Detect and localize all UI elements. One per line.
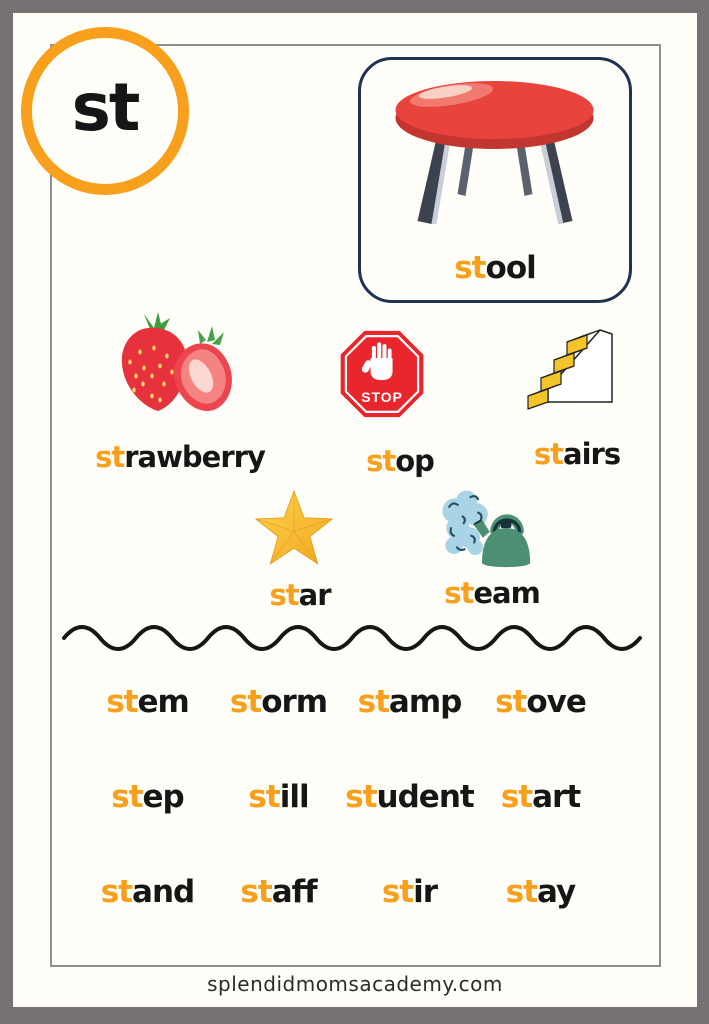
word-rest: ill	[279, 779, 309, 815]
word-rest: op	[395, 444, 434, 478]
word-blend-prefix: st	[248, 779, 280, 815]
word-blend-prefix: st	[269, 578, 299, 612]
wavy-divider	[60, 614, 645, 658]
word-list-item	[475, 779, 606, 815]
word-rest: ar	[298, 578, 331, 612]
word-rest: eam	[473, 576, 540, 610]
word-row	[82, 874, 606, 910]
stop-sign-icon	[338, 328, 426, 420]
kettle-steam-icon	[428, 484, 534, 576]
word-list-item	[82, 684, 213, 720]
word-rest: art	[532, 779, 581, 815]
picture-word-label	[80, 440, 280, 474]
footer-website: splendidmomsacademy.com	[207, 972, 503, 996]
word-rest: ove	[526, 684, 586, 720]
word-rest: and	[132, 874, 195, 910]
word-list-item	[475, 874, 606, 910]
word-list-item	[82, 779, 213, 815]
picture-word-label	[427, 576, 557, 610]
word-list-item	[475, 684, 606, 720]
picture-word-label	[240, 578, 360, 612]
word-row	[82, 779, 606, 815]
picture-word-label	[507, 437, 647, 471]
picture-word-label	[340, 444, 460, 478]
word-rest: em	[137, 684, 189, 720]
word-rest: ool	[485, 250, 536, 286]
word-blend-prefix: st	[444, 576, 474, 610]
word-rest: ay	[537, 874, 576, 910]
word-rest: orm	[261, 684, 328, 720]
word-row	[82, 684, 606, 720]
word-blend-prefix: st	[381, 874, 414, 910]
featured-word-label	[361, 250, 629, 286]
star-icon	[252, 486, 336, 570]
word-rest: ir	[413, 874, 438, 910]
word-blend-prefix: st	[366, 444, 396, 478]
word-blend-prefix: st	[495, 684, 527, 720]
word-list-item	[82, 874, 213, 910]
word-list-item	[213, 684, 344, 720]
stairs-icon	[522, 325, 617, 415]
word-list-item	[344, 874, 475, 910]
featured-card	[358, 57, 632, 303]
strawberry-icon	[112, 312, 252, 430]
word-rest: ep	[142, 779, 184, 815]
word-list-item	[344, 684, 475, 720]
blend-label: st	[71, 68, 139, 146]
word-rest: udent	[376, 779, 474, 815]
stop-sign-text: STOP	[361, 389, 403, 406]
word-blend-prefix: st	[229, 684, 262, 720]
word-blend-prefix: st	[533, 437, 564, 471]
word-blend-prefix: st	[345, 779, 377, 815]
word-list-item	[213, 874, 344, 910]
blend-circle	[21, 27, 189, 195]
word-blend-prefix: st	[106, 684, 138, 720]
word-blend-prefix: st	[505, 874, 538, 910]
word-blend-prefix: st	[500, 779, 533, 815]
word-rest: rawberry	[124, 440, 265, 474]
word-blend-prefix: st	[454, 250, 486, 286]
word-rest: amp	[388, 684, 462, 720]
word-blend-prefix: st	[240, 874, 272, 910]
word-rest: aff	[271, 874, 317, 910]
word-blend-prefix: st	[357, 684, 389, 720]
word-blend-prefix: st	[100, 874, 133, 910]
stool-icon	[388, 74, 603, 226]
word-list-item	[213, 779, 344, 815]
word-blend-prefix: st	[95, 440, 125, 474]
word-blend-prefix: st	[111, 779, 143, 815]
word-list-item	[344, 779, 475, 815]
word-rest: airs	[563, 437, 621, 471]
